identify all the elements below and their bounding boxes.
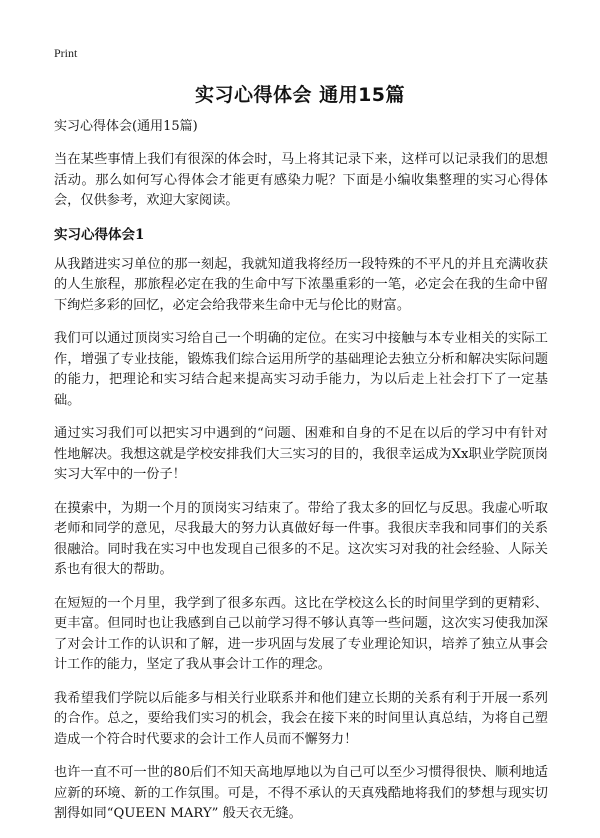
print-link[interactable]: Print — [54, 46, 78, 60]
body-paragraph: 在摸索中，为期一个月的顶岗实习结束了。带给了我太多的回忆与反思。我虚心听取老师和同学的意见，尽我最大的努力认真做好每一件事。我很庆幸我和同事们的关系很融洽。同时我在实习中也发现自己很多的不足。这次实习对我的社会经验、人际关系也有很大的帮助。 — [54, 500, 548, 577]
intro-paragraph: 当在某些事情上我们有很深的体会时，马上将其记录下来，这样可以记录我们的思想活动。那么如何写心得体会才能更有感染力呢？下面是小编收集整理的实习心得体会，仅供参考，欢迎大家阅读。 — [54, 152, 548, 208]
body-paragraph: 我们可以通过顶岗实习给自己一个明确的定位。在实习中接触与本专业相关的实际工作，增强了专业技能，锻炼我们综合运用所学的基础理论去独立分析和解决实际问题的能力，把理论和实习结合起来提高实习动手能力，为以后走上社会打下了一定基础。 — [54, 331, 548, 408]
body-paragraph: 通过实习我们可以把实习中遇到的“问题、困难和自身的不足在以后的学习中有针对性地解决。我想这就是学校安排我们大三实习的目的，我很幸运成为Xx职业学院顶岗实习大军中的一份子！ — [54, 426, 548, 482]
section-heading: 实习心得体会1 — [54, 226, 145, 243]
document-title: 实习心得体会 通用15篇 — [194, 84, 406, 106]
document-subtitle: 实习心得体会(通用15篇) — [54, 119, 198, 134]
document-body — [54, 117, 548, 838]
body-paragraph: 从我踏进实习单位的那一刻起，我就知道我将经历一段特殊的不平凡的并且充满收获的人生旅程，那旅程必定在我的生命中写下浓墨重彩的一笔，必定会在我的生命中留下绚烂多彩的回忆，必定会给我带来生命中无与伦比的财富。 — [54, 256, 548, 313]
body-paragraph: 我希望我们学院以后能多与相关行业联系并和他们建立长期的关系有利于开展一系列的合作。总之，要给我们实习的机会，我会在接下来的时间里认真总结，为将自己塑造成一个符合时代要求的会计工作人员而不懈努力！ — [54, 690, 548, 747]
body-paragraph: 在短短的一个月里，我学到了很多东西。这比在学校这么长的时间里学到的更精彩、更丰富。但同时也让我感到自己以前学习得不够认真等一些问题，这次实习使我加深了对会计工作的认识和了解，进一步巩固与发展了专业理论知识，培养了独立从事会计工作的能力，坚定了我从事会计工作的理念。 — [54, 595, 548, 672]
body-paragraph: 也许一直不可一世的80后们不知天高地厚地以为自己可以至少习惯得很快、顺利地适应新的环境、新的工作氛围。可是，不得不承认的天真残酷地将我们的梦想与现实切割得如同“QUEEN MARY” 般天衣无缝。 — [54, 765, 548, 821]
